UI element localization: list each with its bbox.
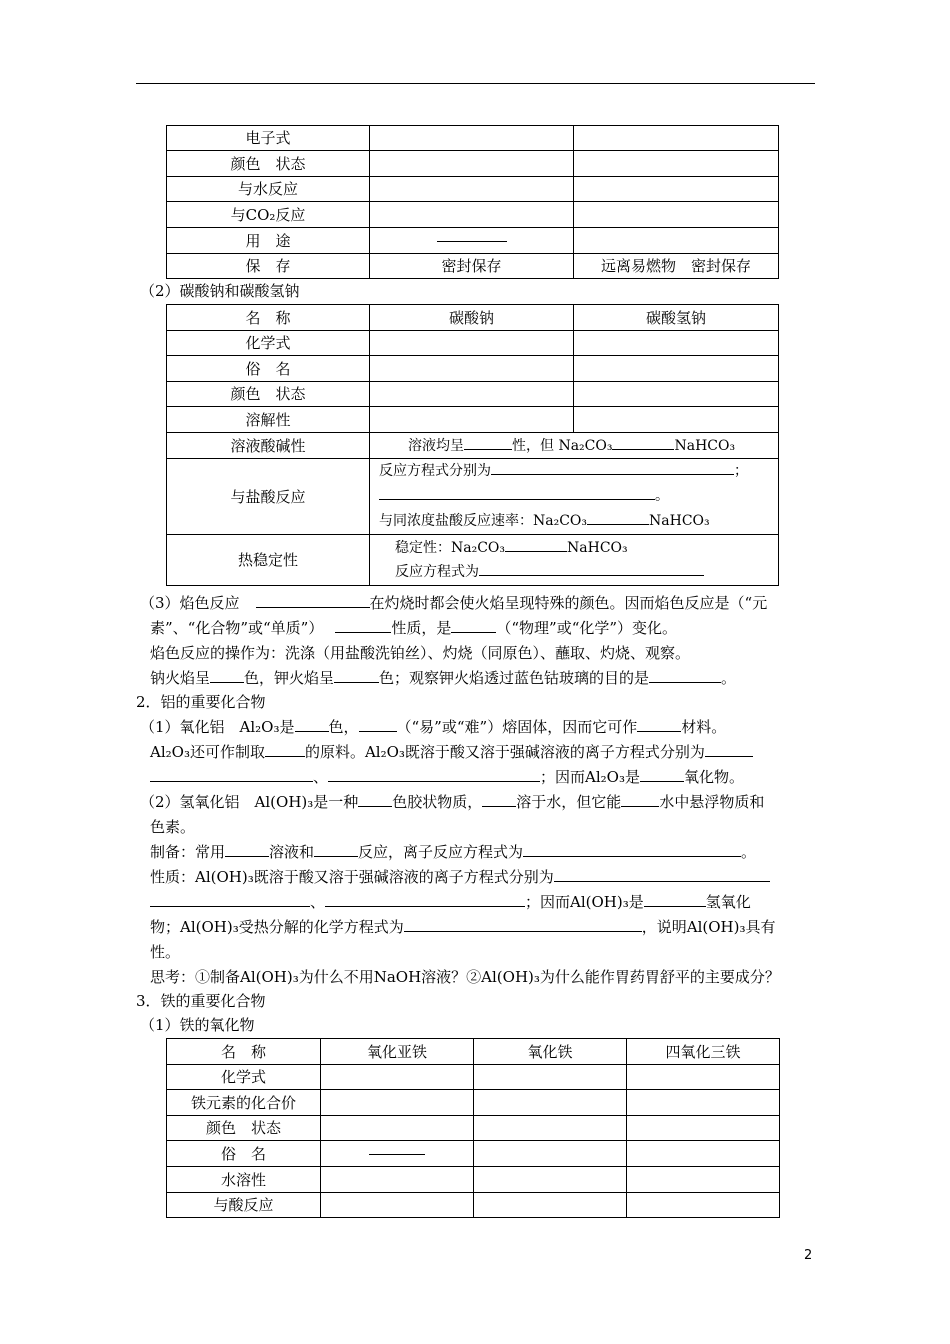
fill-blank[interactable]	[334, 670, 379, 683]
row-label: 化学式	[167, 1065, 321, 1090]
row-label: 与酸反应	[167, 1193, 321, 1218]
row-label: 保 存	[167, 254, 370, 279]
header-cell: 氧化亚铁	[321, 1039, 474, 1065]
fill-blank[interactable]	[637, 719, 681, 732]
row-label: 颜色 状态	[167, 382, 370, 407]
fill-blank[interactable]	[479, 563, 704, 576]
fill-blank[interactable]	[451, 620, 496, 633]
header-cell: 碳酸氢钠	[574, 305, 779, 331]
think-question: 思考：①制备Al(OH)₃为什么不用NaOH溶液？②Al(OH)₃为什么能作胃药胃舒平的主要成分？	[150, 968, 780, 986]
fill-blank[interactable]	[644, 894, 706, 907]
fill-blank[interactable]	[491, 462, 734, 475]
al-hydroxide-line-4: 性质：Al(OH)₃既溶于酸又溶于强碱溶液的离子方程式分别为	[150, 867, 770, 887]
row-label: 与盐酸反应	[167, 459, 370, 535]
fill-blank[interactable]	[587, 512, 649, 525]
al-hydroxide-line-5: 、 ；因而Al(OH)₃是 氢氧化	[150, 892, 751, 912]
header-rule	[136, 83, 815, 84]
fill-blank[interactable]	[705, 744, 753, 757]
al-hydroxide-line-6: 物；Al(OH)₃受热分解的化学方程式为 ，说明Al(OH)₃具有	[150, 918, 776, 936]
al-hydroxide-line-7: 性。	[150, 943, 181, 961]
dash-mark	[437, 241, 507, 242]
fill-blank[interactable]	[225, 844, 269, 857]
fill-blank[interactable]	[379, 487, 655, 500]
row-label: 俗 名	[167, 1141, 321, 1167]
row-label: 铁元素的化合价	[167, 1090, 321, 1116]
fill-blank[interactable]	[328, 769, 540, 782]
header-cell: 名 称	[167, 305, 370, 331]
fe-section-title: 3．铁的重要化合物	[136, 992, 266, 1010]
row-label: 热稳定性	[167, 535, 370, 586]
row-label: 溶解性	[167, 407, 370, 433]
fill-blank[interactable]	[314, 844, 358, 857]
fill-blank[interactable]	[404, 919, 642, 932]
section-title: （2）碳酸钠和碳酸氢钠	[140, 282, 300, 300]
al-hydroxide-line-3: 制备：常用 溶液和 反应，离子反应方程式为 。	[150, 843, 757, 861]
header-cell: 碳酸钠	[370, 305, 574, 331]
fill-blank[interactable]	[210, 670, 244, 683]
iron-oxides-table	[166, 1038, 780, 1218]
row-label: 溶液酸碱性	[167, 433, 370, 459]
row-label: 与CO₂反应	[167, 202, 370, 228]
page-number: 2	[804, 1248, 813, 1263]
row-label: 俗 名	[167, 356, 370, 382]
fill-blank[interactable]	[482, 794, 516, 807]
fill-blank[interactable]	[612, 437, 674, 450]
flame-line-2: 素”、“化合物”或“单质”） 性质，是 （“物理”或“化学”）变化。	[150, 619, 678, 637]
fill-blank[interactable]	[523, 844, 741, 857]
fill-blank[interactable]	[150, 894, 310, 907]
fill-blank[interactable]	[464, 437, 512, 450]
al-hydroxide-line-1: （2）氢氧化铝 Al(OH)₃是一种 色胶状物质， 溶于水，但它能 水中悬浮物质和	[140, 793, 765, 811]
al-oxide-line-1: （1）氧化铝 Al₂O₃是 色， （“易”或“难”）熔固体，因而它可作 材料。	[140, 718, 727, 736]
al-section-title: 2．铝的重要化合物	[136, 693, 266, 711]
al-oxide-line-2: Al₂O₃还可作制取 的原料。Al₂O₃既溶于酸又溶于强碱溶液的离子方程式分别为	[150, 742, 753, 762]
fill-blank[interactable]	[640, 769, 684, 782]
header-cell: 氧化铁	[474, 1039, 627, 1065]
fill-blank[interactable]	[150, 769, 313, 782]
carbonate-table: 名 称 碳酸钠 碳酸氢钠 化学式 俗 名 颜色 状态 溶解性 溶液酸碱性 溶液均呈 性，但 Na₂CO₃ NaHCO₃ 与盐酸反应 反应方程式分别为 ； 。 与同浓度盐酸反应速率：Na₂CO₃ NaHCO₃ 热稳定性 稳定性：Na₂CO₃ NaHCO₃ 反应方程式为	[166, 304, 779, 586]
flame-line-1: （3）焰色反应 在灼烧时都会使火焰呈现特殊的颜色。因而焰色反应是（“元	[140, 594, 768, 612]
row-label: 颜色 状态	[167, 1116, 321, 1141]
dash-mark	[369, 1154, 425, 1155]
row-label: 用 途	[167, 228, 370, 254]
fill-blank[interactable]	[505, 539, 567, 552]
fill-blank[interactable]	[265, 744, 305, 757]
row-label: 与水反应	[167, 177, 370, 202]
header-cell: 四氧化三铁	[627, 1039, 780, 1065]
fe-subtitle: （1）铁的氧化物	[140, 1016, 255, 1034]
fill-blank[interactable]	[554, 869, 770, 882]
row-label: 电子式	[167, 126, 370, 151]
row-label: 化学式	[167, 331, 370, 356]
fill-blank[interactable]	[256, 595, 370, 608]
fill-blank[interactable]	[359, 719, 397, 732]
fill-blank[interactable]	[295, 719, 329, 732]
al-hydroxide-line-2: 色素。	[150, 818, 196, 836]
flame-line-4: 钠火焰呈 色，钾火焰呈 色；观察钾火焰透过蓝色钴玻璃的目的是 。	[150, 669, 737, 687]
header-cell: 名 称	[167, 1039, 321, 1065]
sodium-oxides-table: 电子式 颜色 状态 与水反应 与CO₂反应 用 途 保 存 密封保存 远离易燃物 密封保存	[166, 125, 779, 279]
fill-blank[interactable]	[621, 794, 659, 807]
row-label: 水溶性	[167, 1167, 321, 1193]
fill-blank[interactable]	[358, 794, 392, 807]
fill-blank[interactable]	[335, 620, 391, 633]
fill-blank[interactable]	[649, 670, 721, 683]
al-oxide-line-3: 、 ；因而Al₂O₃是 氧化物。	[150, 767, 744, 787]
fill-blank[interactable]	[325, 894, 525, 907]
row-label: 颜色 状态	[167, 151, 370, 177]
flame-line-3: 焰色反应的操作为：洗涤（用盐酸洗铂丝）、灼烧（同原色）、蘸取、灼烧、观察。	[150, 644, 691, 662]
